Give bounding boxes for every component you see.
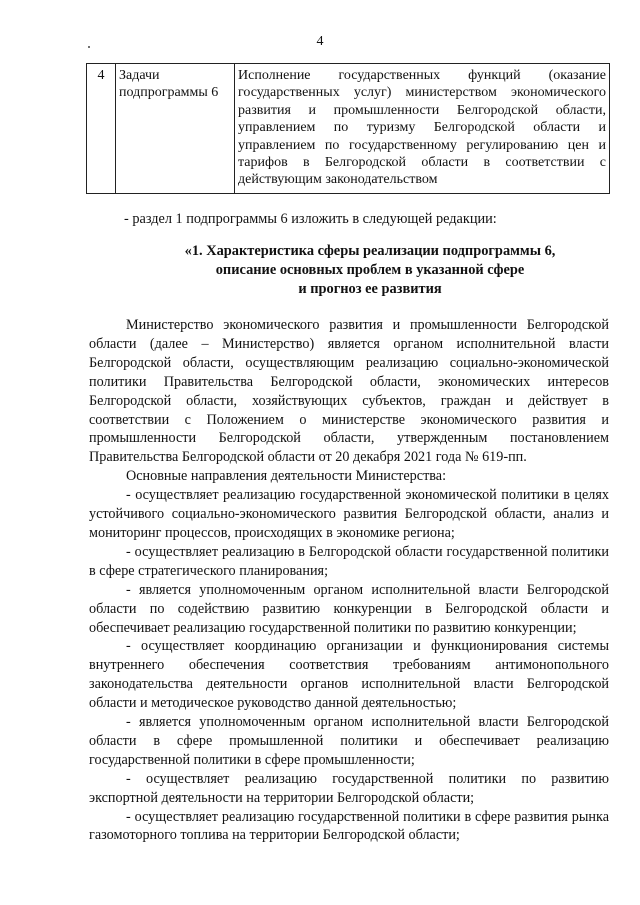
paragraph: - осуществляет реализацию в Белгородской области государственной политики в сфере стратегического планирования; [89, 543, 609, 579]
heading-line: и прогноз ее развития [298, 281, 442, 297]
amendment-instruction: - раздел 1 подпрограммы 6 изложить в следующей редакции: [124, 211, 497, 227]
paragraph: - осуществляет реализацию государственной экономической политики в целях устойчивого социально-экономического развития Белгородской области, анализ и мониторинг процессов, происходящих в экономике региона; [89, 487, 609, 541]
heading-line: «1. Характеристика сферы реализации подпрограммы 6, [184, 243, 556, 259]
section-heading [110, 242, 630, 299]
scan-mark [88, 46, 90, 48]
section-body [89, 316, 609, 845]
paragraph: - осуществляет координацию организации и функционирования системы внутреннего обеспечения соответствия требованиям антимонопольного законодательства деятельности органов исполнительной власти Белгородской области и методическое руководство данной деятельностью; [89, 638, 609, 712]
subprogram-table [86, 63, 610, 194]
paragraph: Основные направления деятельности Министерства: [126, 468, 447, 485]
row-number-cell: 4 [87, 64, 116, 194]
paragraph: - осуществляет реализацию государственной политики по развитию экспортной деятельности на территории Белгородской области; [89, 770, 609, 806]
paragraph: - является уполномоченным органом исполнительной власти Белгородской области в сфере промышленной политики и обеспечивает реализацию государственной политики в сфере промышленности; [89, 714, 609, 768]
page-number: 4 [316, 34, 324, 49]
row-label-cell: Задачи подпрограммы 6 [116, 64, 235, 194]
paragraph: - осуществляет реализацию государственной политики в сфере развития рынка газомоторного топлива на территории Белгородской области; [89, 808, 609, 844]
paragraph: Министерство экономического развития и промышленности Белгородской области (далее – Министерство) является органом исполнительной власти Белгородской области, осуществляющим реализацию социально-экономической политики Правительства Белгородской области, экономических интересов Белгородской области, хозяйствующих субъектов, граждан и действует в соответствии с Положением о министерстве экономического развития и промышленности Белгородской области, утвержденным постановлением Правительства Белгородской области от 20 декабря 2021 года № 619-пп. [89, 317, 609, 466]
table-row [87, 64, 610, 194]
paragraph: - является уполномоченным органом исполнительной власти Белгородской области по содействию развитию конкуренции в Белгородской области и обеспечивает реализацию государственной политики по развитию конкуренции; [89, 581, 609, 636]
row-content-cell: Исполнение государственных функций (оказание государственных услуг) министерством экономического развития и промышленности Белгородской области, управлением по туризму Белгородской области и управлением по государственному регулированию цен и тарифов в Белгородской области в соответствии с действующим законодательством [235, 64, 610, 194]
heading-line: описание основных проблем в указанной сфере [215, 262, 525, 278]
